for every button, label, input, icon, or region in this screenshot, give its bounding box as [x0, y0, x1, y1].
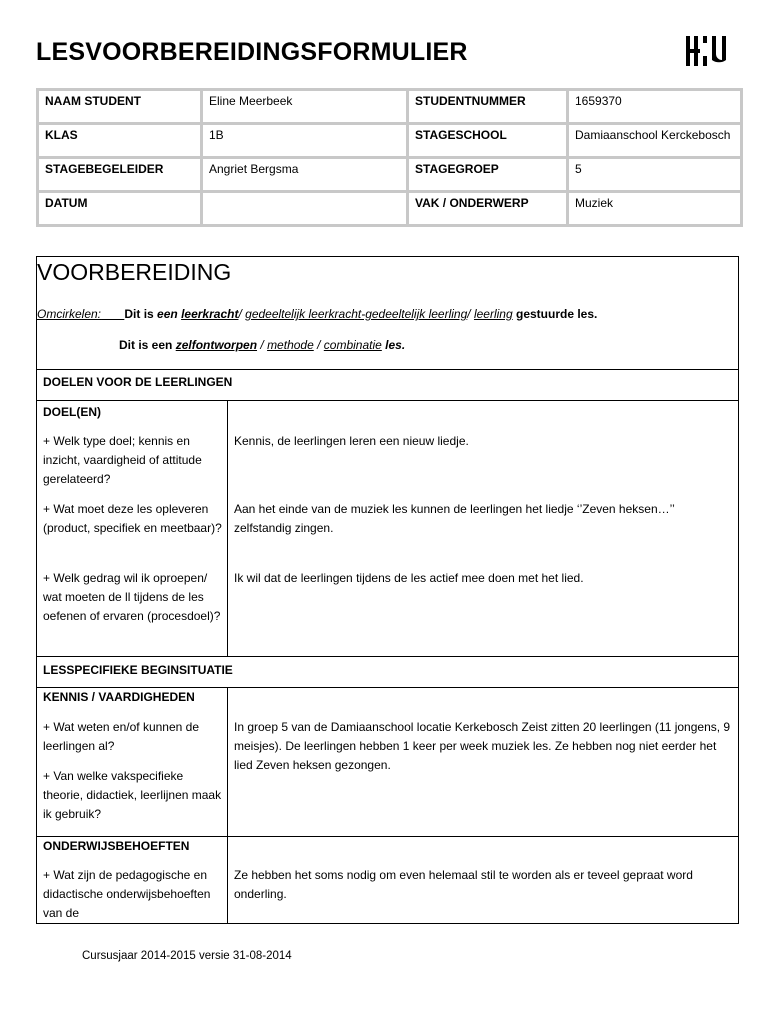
beginsituatie-content-row: [37, 688, 738, 837]
student-info-table: [36, 88, 743, 227]
footer-version: Cursusjaar 2014-2015 versie 31-08-2014: [82, 950, 292, 962]
preparation-title: VOORBEREIDING: [37, 259, 232, 285]
doelen-answer-1[interactable]: Kennis, de leerlingen leren een nieuw liedje.: [234, 434, 469, 448]
info-row: [38, 124, 742, 158]
slash: /: [238, 307, 242, 321]
doelen-question-2: + Wat moet deze les opleveren (product, specifiek en meetbaar)?: [43, 502, 222, 535]
kennis-header: KENNIS / VAARDIGHEDEN: [43, 690, 195, 704]
doelen-header: DOEL(EN): [43, 405, 101, 419]
behoeften-content-row: [37, 837, 738, 923]
beginsituatie-question-2: + Van welke vakspecifieke theorie, didactiek, leerlijnen maak ik gebruik?: [43, 769, 222, 821]
info-value: Angriet Bergsma: [202, 158, 408, 192]
preparation-section: [36, 256, 739, 924]
info-label: VAK / ONDERWERP: [408, 192, 568, 226]
doelen-content-row: [37, 401, 738, 657]
info-row: [38, 158, 742, 192]
hu-logo: [684, 34, 730, 68]
beginsituatie-section-row: [37, 657, 738, 688]
info-value: [202, 192, 408, 226]
option-gedeeltelijk[interactable]: gedeeltelijk leerkracht-gedeeltelijk leerling: [245, 307, 468, 321]
info-label: KLAS: [38, 124, 202, 158]
behoeften-header: ONDERWIJSBEHOEFTEN: [43, 839, 190, 853]
column-divider: [227, 837, 228, 923]
slash: /: [467, 307, 471, 321]
lesson-origin-line: [119, 338, 405, 352]
info-value: Damiaanschool Kerckebosch: [568, 124, 742, 158]
doelen-section-row: [37, 369, 738, 401]
line2-suffix: les.: [385, 338, 406, 352]
beginsituatie-answer-1[interactable]: In groep 5 van de Damiaanschool locatie Kerkebosch Zeist zitten 20 leerlingen (11 jongens, 9 meisjes). De leerlingen hebben 1 keer per week muziek les. Ze hebben nog niet eerder het lied Zeven heksen gezongen.: [234, 720, 731, 772]
beginsituatie-question-1: + Wat weten en/of kunnen de leerlingen al?: [43, 720, 199, 753]
doelen-question-3: + Welk gedrag wil ik oproepen/ wat moeten de ll tijdens de les oefenen of ervaren (procesdoel)?: [43, 571, 221, 623]
circle-instruction: Omcirkelen:: [37, 307, 102, 321]
info-row: [38, 192, 742, 226]
doelen-answer-2[interactable]: Aan het einde van de muziek les kunnen de leerlingen het liedje ‘’Zeven heksen…’’ zelfstandig zingen.: [234, 502, 675, 535]
info-value: 1B: [202, 124, 408, 158]
info-value: Muziek: [568, 192, 742, 226]
option-leerkracht[interactable]: leerkracht: [181, 307, 239, 321]
line1-een: een: [157, 307, 178, 321]
line2-prefix: Dit is een: [119, 338, 173, 352]
behoeften-question-1: + Wat zijn de pedagogische en didactische onderwijsbehoeften van de: [43, 868, 211, 920]
hu-logo-mark: [684, 34, 730, 68]
lesson-type-line: [37, 307, 597, 321]
info-label: STAGEBEGELEIDER: [38, 158, 202, 192]
beginsituatie-section-label: LESSPECIFIEKE BEGINSITUATIE: [43, 663, 233, 677]
option-methode[interactable]: methode: [267, 338, 314, 352]
doelen-answer-3[interactable]: Ik wil dat de leerlingen tijdens de les actief mee doen met het lied.: [234, 571, 584, 585]
line1-prefix: Dit is: [124, 307, 154, 321]
info-label: STUDENTNUMMER: [408, 90, 568, 124]
doelen-question-1: + Welk type doel; kennis en inzicht, vaardigheid of attitude gerelateerd?: [43, 434, 202, 486]
option-leerling[interactable]: leerling: [473, 307, 513, 321]
info-value: 1659370: [568, 90, 742, 124]
line1-suffix: gestuurde les.: [516, 307, 598, 321]
preparation-header: [37, 257, 738, 370]
info-label: STAGESCHOOL: [408, 124, 568, 158]
form-title: LESVOORBEREIDINGSFORMULIER: [36, 38, 468, 66]
option-zelfontworpen[interactable]: zelfontworpen: [175, 338, 258, 352]
info-label: STAGEGROEP: [408, 158, 568, 192]
column-divider: [227, 401, 228, 656]
info-value: Eline Meerbeek: [202, 90, 408, 124]
info-label: DATUM: [38, 192, 202, 226]
column-divider: [227, 688, 228, 836]
slash: /: [260, 338, 264, 352]
info-row: [38, 90, 742, 124]
behoeften-answer-1[interactable]: Ze hebben het soms nodig om even helemaal stil te worden als er teveel gepraat word onderling.: [234, 868, 693, 901]
option-combinatie[interactable]: combinatie: [323, 338, 382, 352]
slash: /: [317, 338, 321, 352]
info-label: NAAM STUDENT: [38, 90, 202, 124]
info-value: 5: [568, 158, 742, 192]
doelen-section-label: DOELEN VOOR DE LEERLINGEN: [43, 375, 233, 389]
